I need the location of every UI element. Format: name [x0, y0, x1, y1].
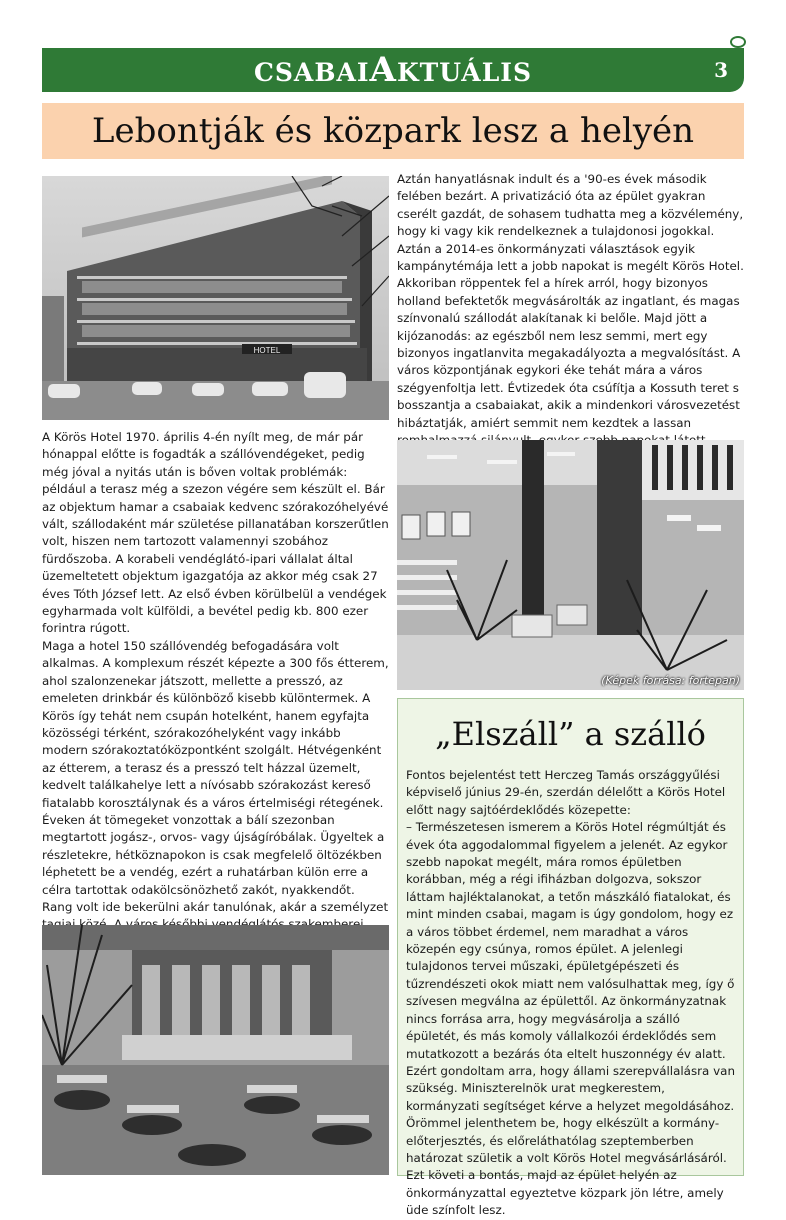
article-right-column: [397, 171, 744, 467]
masthead-part2: A: [369, 50, 397, 90]
hotel-exterior-illustration: [42, 176, 389, 420]
photo-credit-caption: (Képek forrása: fortepan): [601, 674, 740, 687]
article-right-text: Aztán hanyatlásnak indult és a '90-es évek második felében bezárt. A privatizáció óta az épület gyakran cserélt gazdát, de sohasem tudhatta meg a közvélemény, hogy ki vagy kik rendelkeznek a tulajdonosi jogokkal. Aztán a 2014-es önkormányzati választások egyik kampánytémája lett a jobb napokat is megélt Körös Hotel. Akkoriban röppentek fel a hírek arról, hogy bizonyos holland befektetők megvásárolták az ingatlant, és magas színvonalú szállodát alakítanak ki belőle. Majd jött a kijózanodás: az egészből nem lesz semmi, mert egy bizonyos ingatlanvita megakadályozta a megvalósítást. A város központjának egykori éke tehát mára a város szégyenfoltja lett. Évtizedek óta csúfítja a Kossuth teret s bosszantja a csabaiakat, akik a mindenkori városvezetést hibáztatják, amiért semmit nem kezdtek a lassan: [397, 172, 744, 430]
article-left-text: A Körös Hotel 1970. április 4-én nyílt meg, de már pár hónappal előtte is fogadták a szállóvendégeket, pedig még jóval a nyitás után is bőven voltak problémák: például a terasz még a szezon végére sem készült el. Bár az objektum hamar a csabaiak kedvenc szórakozóhelyévé vált, szállodaként már születése pillanatában korszerűtlen volt, hiszen nem tartozott valamennyi szobához fürdőszoba. A korabeli vendéglátó-ipari vállalat által üzemeltetett objektum igazgatója az akkor még csak 27 éves Tóth József lett. Az első évben körülbelül a vendégek egyharmada volt külföldi, a bevétel pedig kb. 800 ezer forintra rúgott. Maga a hotel 150 szállóvendég befogadására volt alkalmas. A komplexum részét képezte a 300 fős étterem, ahol szalonzenekar játszott, mellette a presszó, az emeleten drinkbár és különböző kisebb különtermek. A Körös így tehát nem csupán hotelként, hanem egyfajta közösségi térként, szórakozóhelyként vagy inkább modern szórakoztatóközpontként szolgált. Hétvégenként az étterem, a terasz és a presszó telt házzal üzemelt, kedvelt találkahelye lett a nívósabb szórakozást kereső fiatalabb korosztálynak és a város értelmiségi rétegének. Éveken át tömegeket vonzottak a bálí szezonban megtartott jogász-, orvos- vagy újságíróbálak. Ügyeltek a részletekre, hétköznapokon is csak megfelelő öltözékben léphetett be a vendég, ezért a ruhatárban külön erre a célra tartottak odakölcsönözhető zakót, nyakkendőt. Rang volt ide bekerülni akár tanulónak, akár a személyzet: [42, 430, 389, 914]
article-title-band: [42, 103, 744, 159]
article-left-column: [42, 429, 389, 951]
hotel-sign: HOTEL: [253, 346, 281, 355]
masthead-part1: CSABAI: [253, 58, 370, 87]
masthead-part3: KTUÁLIS: [396, 58, 533, 87]
masthead-bar: [42, 48, 744, 92]
page-number: 3: [714, 58, 728, 82]
masthead-title: [42, 48, 744, 92]
sidebar-body: [406, 767, 736, 1220]
article-title: Lebontják és közpark lesz a helyén: [91, 111, 695, 151]
sidebar-box: [397, 698, 744, 1218]
restaurant-interior-illustration: [42, 925, 389, 1175]
decorative-swirl-icon: [730, 36, 746, 48]
sidebar-title: „Elszáll” a szálló: [435, 715, 706, 753]
sidebar-text: Fontos bejelentést tett Herczeg Tamás országgyűlési képviselő június 29-én, szerdán délelőtt a Körös Hotel előtt nagy sajtóérdeklődés közepette: – Természetesen ismerem a Körös Hotel régmúltját és évek óta aggodalommal figyelem a jelenét. Az egykor szebb napokat megélt, mára romos épületben korábban, még a régi ifiházban dolgozva, sokszor láttam hajléktalanokat, a tetőn mászkáló fiatalokat, és mint minden csabai, magam is úgy gondolom, hogy ez a város többet érdemel, nem maradhat a város közepén egy csúnya, romos épület. A jelenlegi tulajdonos tervei műszaki, épületgépészeti és tűzrendészeti okok miatt nem valósulhattak meg, így ő szívesen megválna az épülettől. Az önkormányzatnak nincs forrása arra, hogy megvásárolja a szálló épületét, és más komoly vállalkozói érdeklődés sem mutatkozott a bezárás óta eltelt huszonnégy év alatt. Ezért gondoltam arra, hogy állami szerepvállalásra van szükség. Miniszterelnök urat megkerestem, kormányzati segítséget kérve a helyzet megoldásához. Örömmel jelenthetem be, hogy elkészült a kormány-előterjesztés, és előreláthatólag szeptemberben határozat születik a volt Körös Hotel megvásárlásáról. Ezt követi a bontás, majd az épület helyén az önkormányzattal egyeztetve közpark jön létre, amely üde színfolt lesz.: [406, 768, 735, 1218]
hotel-exterior-photo: [42, 176, 389, 420]
restaurant-interior-photo: [42, 925, 389, 1175]
lobby-interior-photo: [397, 440, 744, 690]
lobby-interior-illustration: [397, 440, 744, 690]
